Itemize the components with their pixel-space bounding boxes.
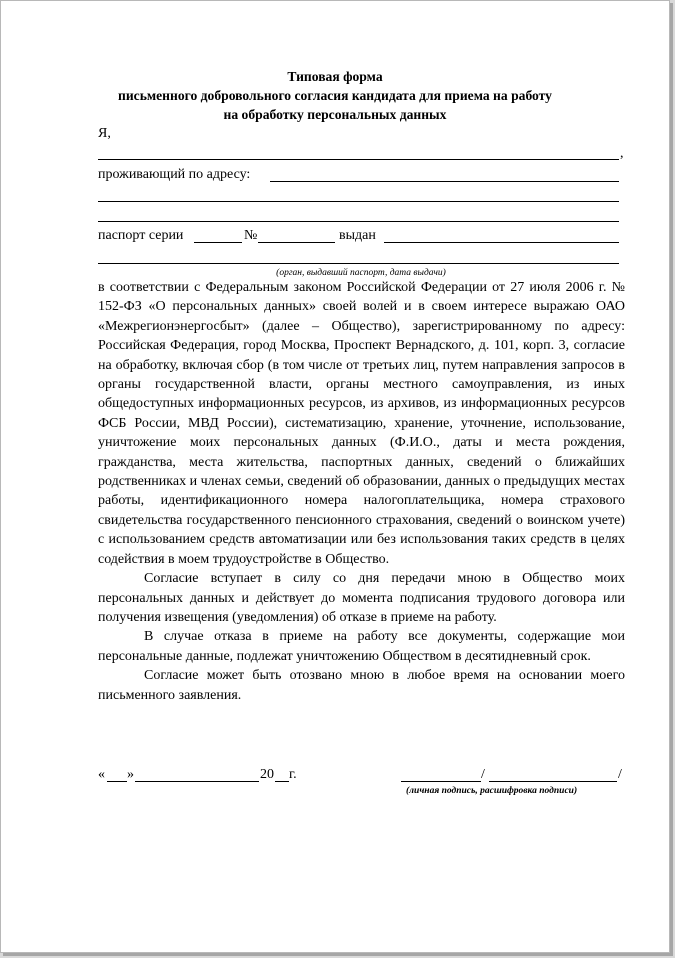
passport-series-blank[interactable] [194, 242, 242, 243]
name-comma: , [620, 146, 624, 161]
address-blank-2[interactable] [98, 201, 619, 202]
signature-slash-2: / [618, 767, 622, 782]
consent-paragraph-3: В случае отказа в приеме на работу все документы, содержащие мои персональные данные, подлежат уничтожению Обществом в десятидневный срок. [98, 629, 625, 664]
consent-paragraph-1: в соответствии с Федеральным законом Российской Федерации от 27 июля 2006 г. № 152-ФЗ «О персональных данных» своей волей и в своем интересе выражаю ОАО «Межрегионэнергосбыт» (далее – Общество), зарегистрированному по адресу: Российская Федерация, город Москва, Проспект Вернадского, д. 101, корп. 3, согласие на обработку, включая сбор (в том числе от третьих лиц, путем направления запросов в органы государственной власти, органы местного самоуправления, из иных общедоступных информационных ресурсов, из архивов, из информационных ресурсов ФСБ России, МВД России), систематизацию, хранение, уточнение, использование, уничтожение моих персональных данных (Ф.И.О., даты и места рождения, гражданства, места жительства, паспортных данных, сведений о ближайших родственниках и членах семьи, сведений об образовании, данных о предыдущих местах работы, идентификационного номера налогоплательщика, номера страхового свидетельства государственного пенсионного страхования, сведений о воинском учете) с использованием средств автоматизации или без использования таких средств в целях содействия в моем трудоустройстве в Общество. [98, 280, 625, 567]
consent-paragraph-2: Согласие вступает в силу со дня передачи мною в Общество моих персональных данных и действует до момента подписания трудового договора или получения извещения (уведомления) об отказе в приеме на работу. [98, 571, 625, 625]
address-blank-3[interactable] [98, 221, 619, 222]
signature-slash-1: / [481, 767, 485, 782]
date-year-prefix: 20 [260, 767, 274, 782]
passport-number-blank[interactable] [258, 242, 335, 243]
consent-paragraph-4: Согласие может быть отозвано мною в любое время на основании моего письменного заявления. [98, 668, 625, 703]
signature-caption: (личная подпись, расшифровка подписи) [406, 786, 578, 796]
signature-blank[interactable] [401, 781, 481, 782]
i-label: Я, [98, 126, 111, 141]
issued-label: выдан [339, 228, 376, 243]
issued-by-blank-2[interactable] [98, 263, 619, 264]
passport-number-label: № [244, 228, 258, 243]
address-blank-1[interactable] [270, 181, 619, 182]
date-quote-open: « [98, 767, 105, 782]
date-year-suffix: г. [289, 767, 297, 782]
date-quote-close: » [127, 767, 134, 782]
title-line-2: письменного добровольного согласия кандидата для приема на работу [118, 88, 552, 103]
issuer-caption: (орган, выдавший паспорт, дата выдачи) [276, 268, 446, 278]
form-title [1, 67, 669, 124]
date-month-blank[interactable] [135, 781, 259, 782]
full-name-blank[interactable] [98, 159, 619, 160]
date-day-blank[interactable] [107, 781, 127, 782]
date-year-blank[interactable] [275, 781, 289, 782]
address-label: проживающий по адресу: [98, 167, 251, 182]
signature-name-blank[interactable] [489, 781, 617, 782]
consent-text [98, 278, 625, 705]
passport-series-label: паспорт серии [98, 228, 184, 243]
title-line-3: на обработку персональных данных [223, 107, 447, 122]
title-line-1: Типовая форма [287, 69, 383, 84]
issued-by-blank-1[interactable] [384, 242, 619, 243]
